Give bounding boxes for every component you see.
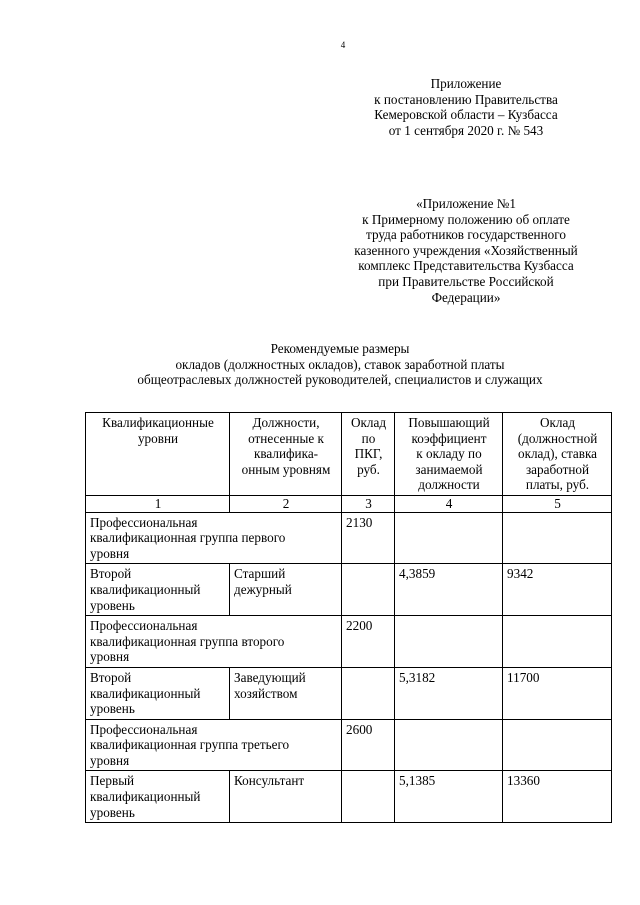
- table-row-group: [86, 719, 612, 771]
- table-header-row: [86, 413, 612, 496]
- group-name-cell: [86, 719, 342, 771]
- header-line: по: [361, 430, 376, 446]
- header-line: Оклад: [350, 415, 387, 430]
- appendix-header-line: к постановлению Правительства: [374, 91, 558, 107]
- group-name-line: уровня: [90, 545, 130, 561]
- position-cell: [230, 771, 342, 823]
- header-positions: [230, 413, 342, 496]
- appendix-sub-line: при Правительстве Российской: [378, 273, 554, 289]
- salary-table: [85, 412, 612, 823]
- header-line: к окладу по: [416, 446, 482, 462]
- table-row-group: [86, 512, 612, 564]
- group-name-line: Профессиональная: [90, 618, 198, 634]
- group-name-cell: [86, 512, 342, 564]
- empty-cell: [503, 512, 612, 564]
- base-salary-cell: 2200: [342, 616, 395, 668]
- document-title: [60, 341, 620, 388]
- appendix-header-line: Приложение: [430, 76, 502, 91]
- empty-cell: [342, 771, 395, 823]
- header-line: Повышающий: [408, 415, 490, 430]
- empty-cell: [395, 512, 503, 564]
- level-line: уровень: [90, 701, 135, 717]
- base-salary-cell: 2600: [342, 719, 395, 771]
- level-cell: [86, 667, 230, 719]
- header-line: Квалификационные: [102, 415, 214, 430]
- group-name-line: квалификационная группа второго: [90, 633, 285, 649]
- empty-cell: [503, 719, 612, 771]
- appendix-header: [326, 76, 606, 138]
- salary-cell: 9342: [503, 564, 612, 616]
- table-row-level: [86, 667, 612, 719]
- appendix-sub-header: [326, 196, 606, 305]
- salary-cell: 13360: [503, 771, 612, 823]
- position-cell: [230, 667, 342, 719]
- title-line: окладов (должностных окладов), ставок заработной платы: [175, 356, 505, 372]
- header-line: руб.: [357, 461, 380, 477]
- header-line: ПКГ,: [354, 446, 383, 462]
- empty-cell: [342, 667, 395, 719]
- position-line: хозяйством: [234, 685, 298, 701]
- header-line: платы, руб.: [525, 477, 590, 493]
- empty-cell: [342, 564, 395, 616]
- empty-cell: [395, 719, 503, 771]
- appendix-sub-line: комплекс Представительства Кузбасса: [358, 258, 574, 274]
- appendix-sub-line: к Примерному положению об оплате: [362, 211, 570, 227]
- level-line: Второй: [90, 669, 132, 685]
- column-number: 2: [230, 495, 342, 512]
- header-line: уровни: [137, 430, 179, 446]
- header-salary: [503, 413, 612, 496]
- group-name-line: Профессиональная: [90, 514, 198, 530]
- level-line: квалификационный: [90, 789, 201, 805]
- column-number: 1: [86, 495, 230, 512]
- table-row-level: [86, 564, 612, 616]
- group-name-line: квалификационная группа третьего: [90, 737, 290, 753]
- column-number: 4: [395, 495, 503, 512]
- level-cell: [86, 564, 230, 616]
- appendix-sub-line: Федерации»: [431, 289, 501, 305]
- level-line: квалификационный: [90, 581, 201, 597]
- appendix-sub-line: труда работников государственного: [366, 227, 566, 243]
- empty-cell: [395, 616, 503, 668]
- level-line: Первый: [90, 773, 135, 789]
- header-base-salary: [342, 413, 395, 496]
- column-number: 5: [503, 495, 612, 512]
- level-line: уровень: [90, 597, 135, 613]
- group-name-line: квалификационная группа первого: [90, 530, 286, 546]
- column-number: 3: [342, 495, 395, 512]
- header-line: отнесенные к: [248, 430, 324, 446]
- group-name-cell: [86, 616, 342, 668]
- group-name-line: уровня: [90, 752, 130, 768]
- title-line: общеотраслевых должностей руководителей, специалистов и служащих: [137, 372, 543, 388]
- coefficient-cell: 4,3859: [395, 564, 503, 616]
- level-line: уровень: [90, 804, 135, 820]
- header-line: квалифика-: [253, 446, 319, 462]
- position-line: дежурный: [234, 581, 292, 597]
- level-line: Второй: [90, 566, 132, 582]
- empty-cell: [503, 616, 612, 668]
- level-line: квалификационный: [90, 685, 201, 701]
- header-line: оклад), ставка: [517, 446, 598, 462]
- title-line: Рекомендуемые размеры: [270, 341, 410, 356]
- position-line: Старший: [234, 566, 286, 582]
- coefficient-cell: 5,1385: [395, 771, 503, 823]
- appendix-sub-line: казенного учреждения «Хозяйственный: [354, 242, 578, 258]
- coefficient-cell: 5,3182: [395, 667, 503, 719]
- column-number-row: [86, 495, 612, 512]
- position-line: Заведующий: [234, 669, 306, 685]
- header-line: онным уровням: [241, 461, 331, 477]
- table-row-group: [86, 616, 612, 668]
- group-name-line: Профессиональная: [90, 721, 198, 737]
- salary-cell: 11700: [503, 667, 612, 719]
- header-line: занимаемой: [415, 461, 483, 477]
- table-row-level: [86, 771, 612, 823]
- header-coefficient: [395, 413, 503, 496]
- group-name-line: уровня: [90, 649, 130, 665]
- header-line: должности: [418, 477, 480, 493]
- base-salary-cell: 2130: [342, 512, 395, 564]
- position-line: Консультант: [234, 773, 305, 789]
- header-line: коэффициент: [411, 430, 487, 446]
- header-line: Оклад: [539, 415, 576, 430]
- appendix-sub-line: «Приложение №1: [416, 196, 516, 211]
- page-number: 4: [340, 40, 346, 50]
- appendix-header-line: Кемеровской области – Кузбасса: [374, 107, 558, 123]
- position-cell: [230, 564, 342, 616]
- header-line: Должности,: [252, 415, 320, 430]
- header-qualification-levels: [86, 413, 230, 496]
- appendix-header-line: от 1 сентября 2020 г. № 543: [388, 122, 544, 138]
- header-line: (должностной: [517, 430, 598, 446]
- level-cell: [86, 771, 230, 823]
- header-line: заработной: [525, 461, 590, 477]
